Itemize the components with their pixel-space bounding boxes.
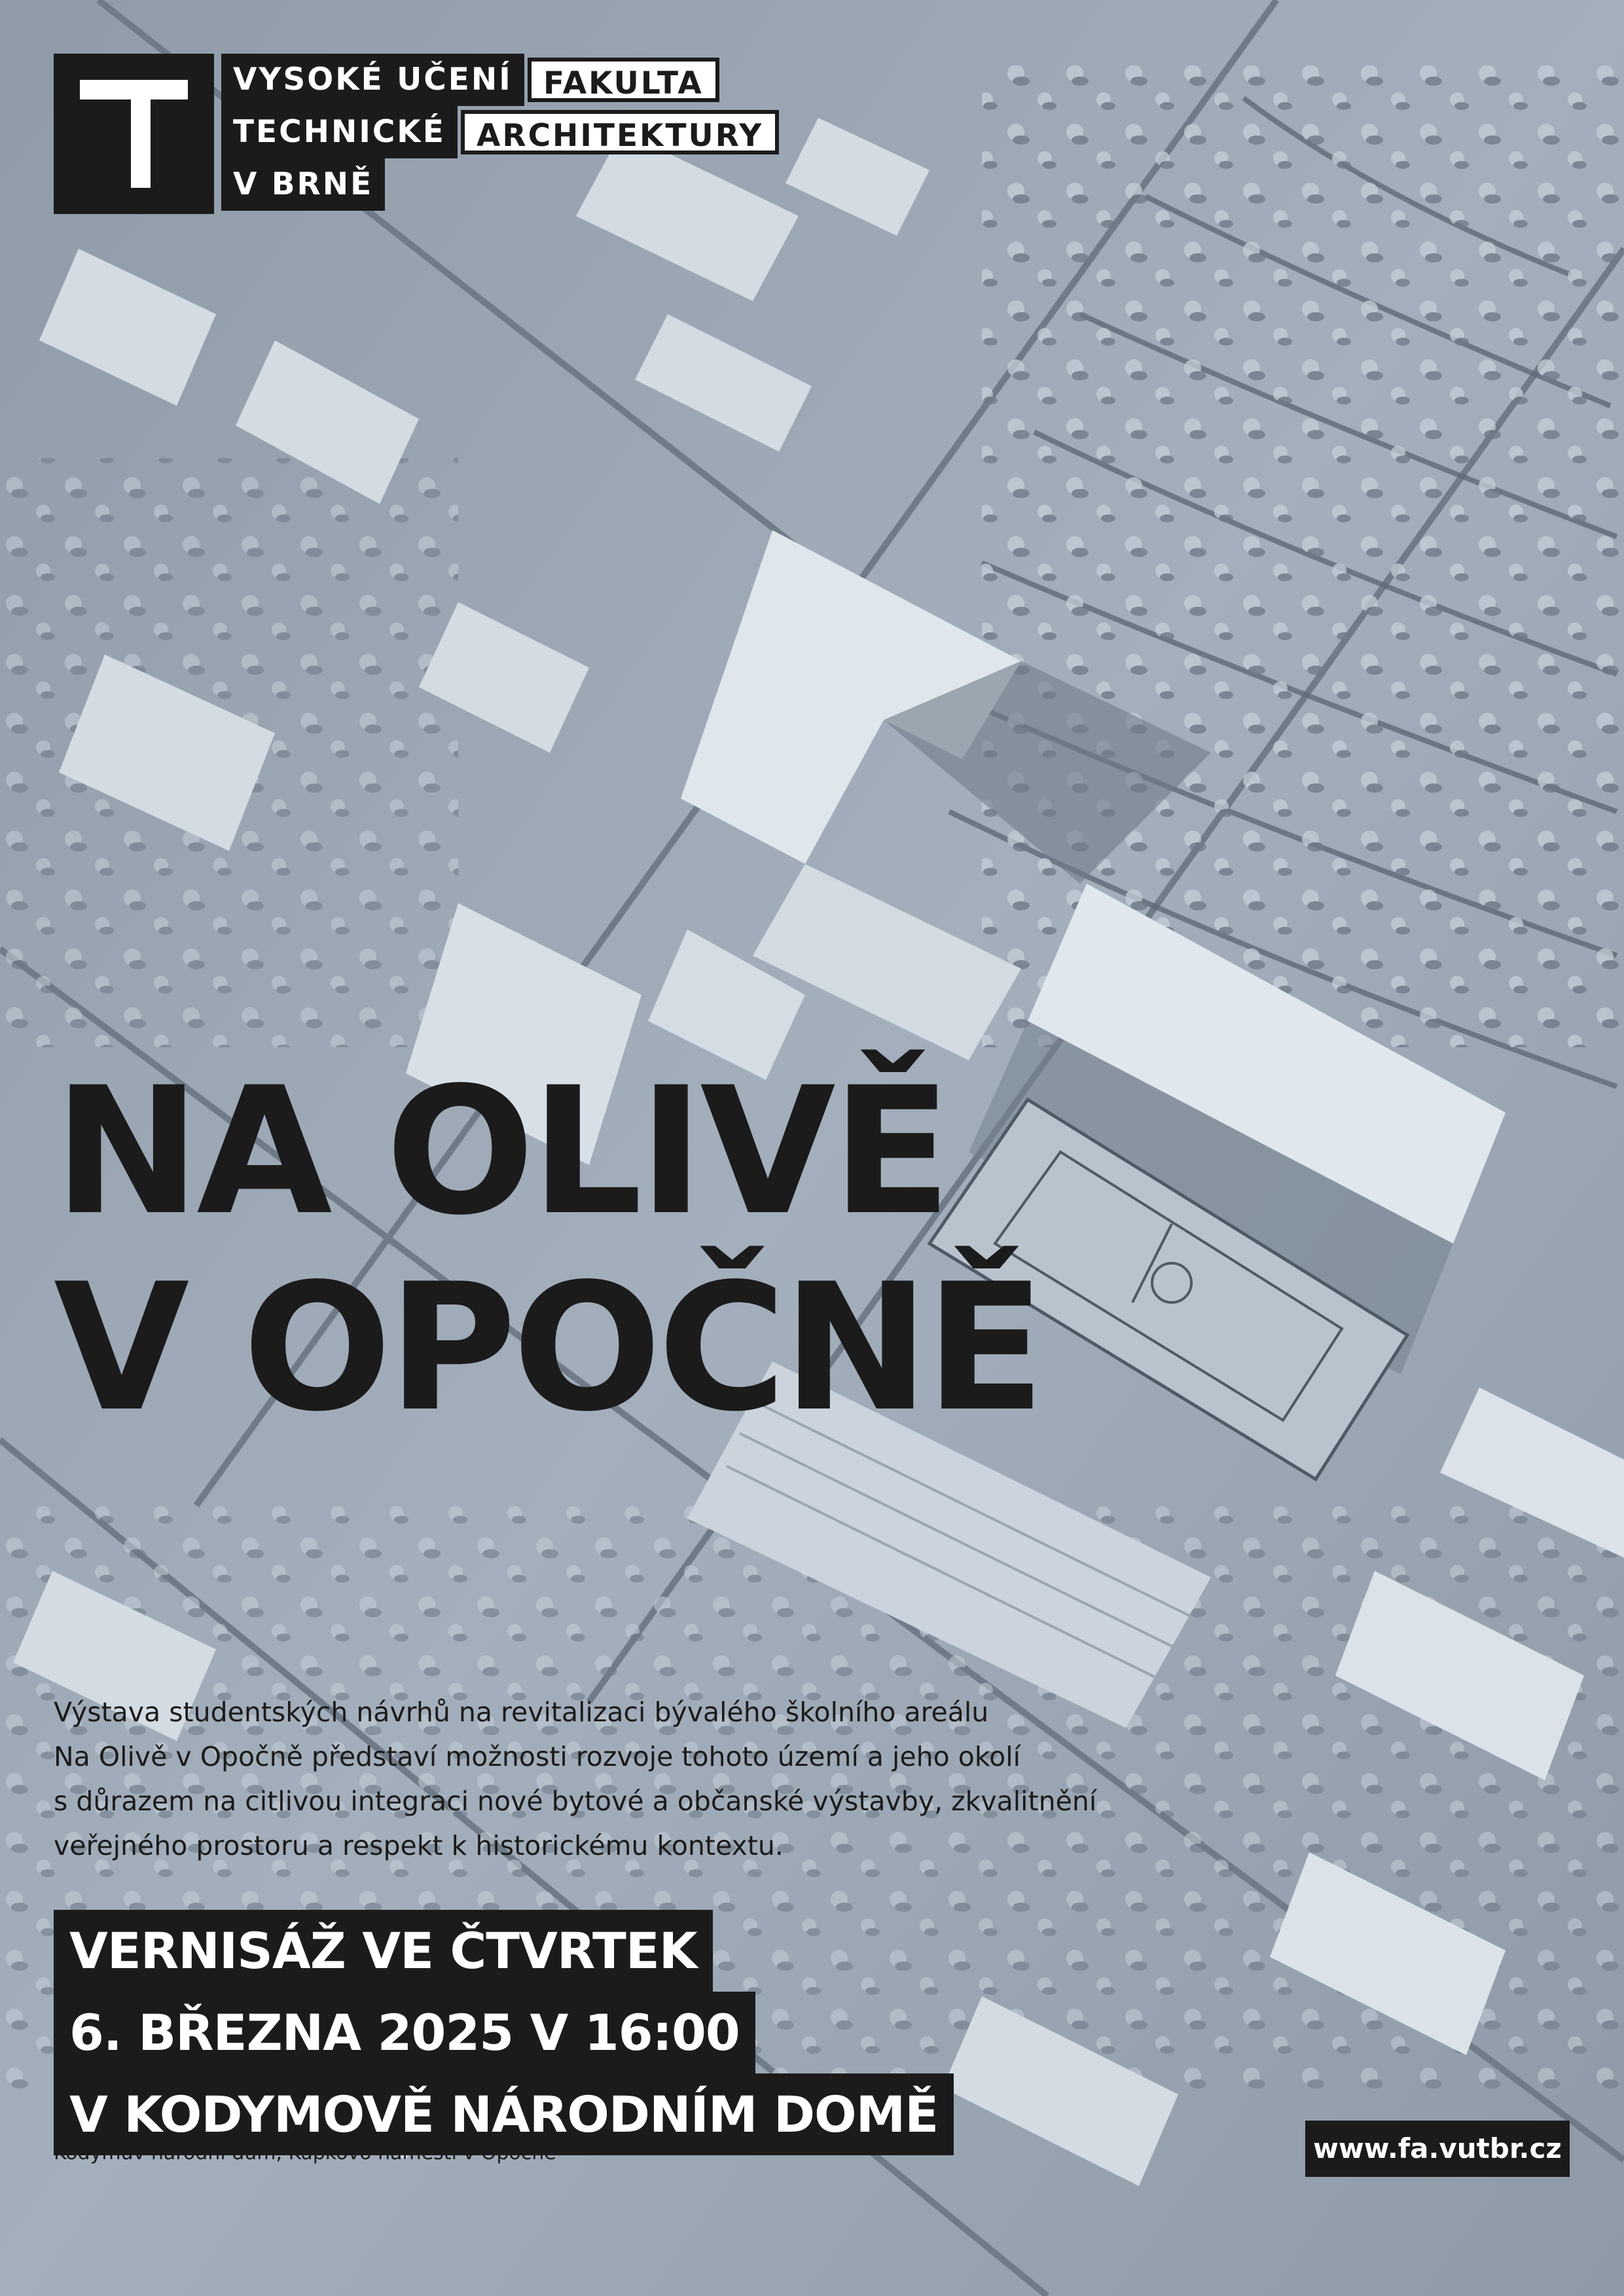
venue-address: Kodymův národní dům, Kupkovo náměstí v Opočně <box>54 2142 556 2164</box>
title-line-2: V OPOČNĚ <box>54 1246 1041 1450</box>
university-line-1: VYSOKÉ UČENÍ <box>221 54 524 106</box>
opening-info <box>54 1910 954 2155</box>
faculty-tag-line-1: FAKULTA <box>528 58 719 102</box>
description-line: Výstava studentských návrhů na revitalizaci bývalého školního areálu <box>54 1696 989 1728</box>
opening-line-1: VERNISÁŽ VE ČTVRTEK <box>54 1910 713 1992</box>
vut-logo-mark <box>54 54 214 214</box>
website-link[interactable]: www.fa.vutbr.cz <box>1305 2121 1570 2177</box>
exhibition-description <box>54 1690 1180 1868</box>
exhibition-title <box>54 1050 1041 1450</box>
description-line: veřejného prostoru a respekt k historickému kontextu. <box>54 1830 784 1861</box>
title-line-1: NA OLIVĚ <box>54 1050 948 1254</box>
description-line: s důrazem na citlivou integraci nové bytové a občanské výstavby, zkvalitnění <box>54 1785 1097 1817</box>
university-line-3: V BRNĚ <box>221 158 385 211</box>
opening-line-3: V KODYMOVĚ NÁRODNÍM DOMĚ <box>54 2073 954 2155</box>
description-line: Na Olivě v Opočně představí možnosti rozvoje tohoto území a jeho okolí <box>54 1741 1021 1772</box>
university-line-2: TECHNICKÉ <box>221 106 458 158</box>
opening-line-2: 6. BŘEZNA 2025 V 16:00 <box>54 1992 755 2073</box>
faculty-tag-line-2: ARCHITEKTURY <box>461 110 779 154</box>
